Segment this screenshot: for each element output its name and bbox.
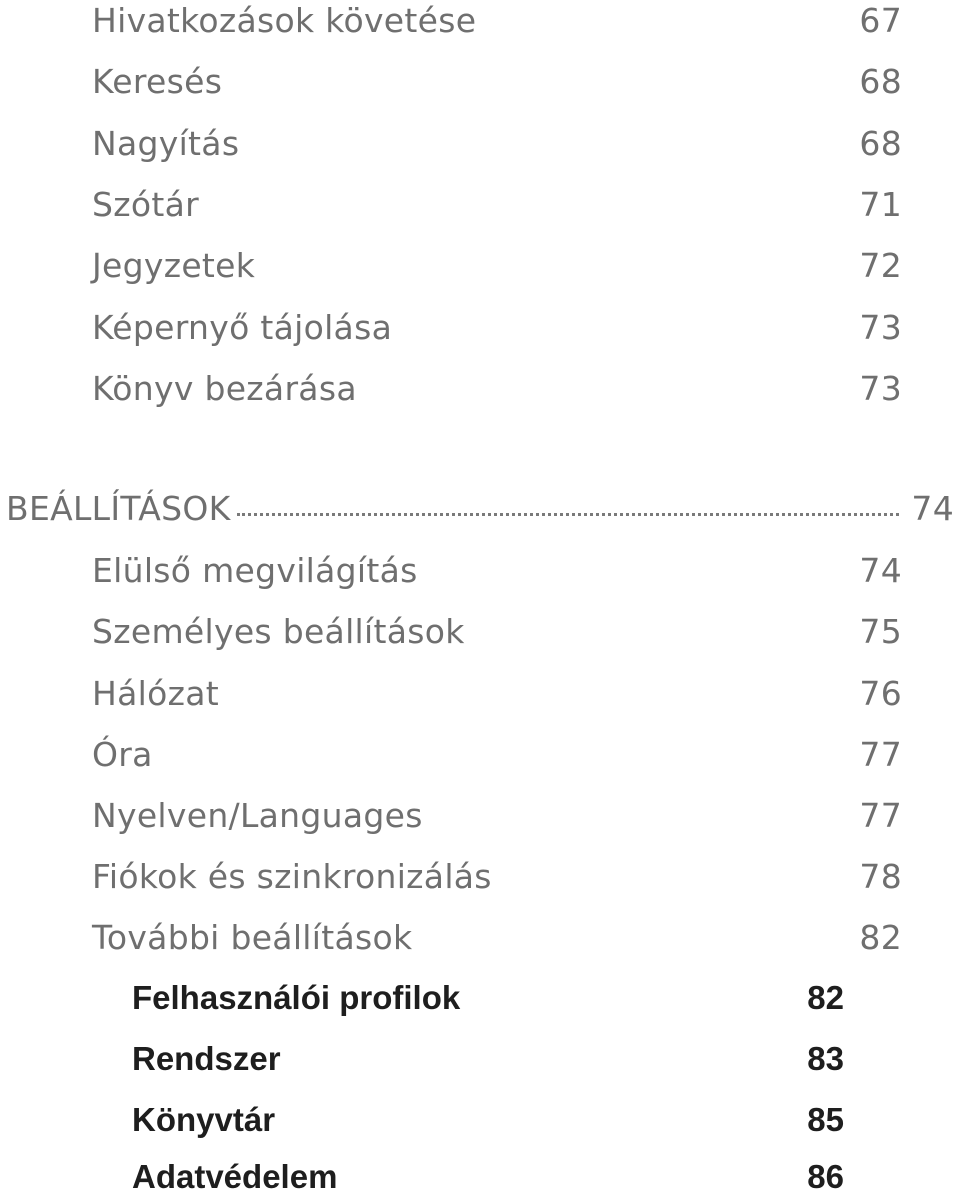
toc-entry[interactable] [92,796,902,835]
toc-entry-title: Felhasználói profilok [132,979,461,1016]
toc-subentry[interactable] [132,981,844,1014]
toc-entry-title: Személyes beállítások [92,612,465,651]
toc-entry[interactable] [92,674,902,713]
toc-entry[interactable] [92,308,902,347]
toc-entry-page: 74 [859,551,902,590]
toc-entry[interactable] [92,185,902,224]
toc-entry-page: 68 [859,124,902,163]
toc-entry[interactable] [92,1,902,40]
toc-section-heading[interactable] [6,489,954,528]
toc-entry[interactable] [92,62,902,101]
toc-entry-page: 68 [859,62,902,101]
toc-entry-title: Nagyítás [92,124,240,163]
toc-entry-title: Könyv bezárása [92,369,357,408]
toc-entry[interactable] [92,369,902,408]
toc-entry-title: Nyelven/Languages [92,796,423,835]
toc-entry[interactable] [92,735,902,774]
toc-subentry[interactable] [132,1160,844,1193]
toc-entry-page: 77 [859,735,902,774]
toc-entry[interactable] [92,918,902,957]
toc-entry-title: Adatvédelem [132,1158,338,1195]
toc-entry-title: Könyvtár [132,1101,276,1138]
toc-entry-title: Elülső megvilágítás [92,551,418,590]
toc-entry-title: Hivatkozások követése [92,1,477,40]
toc-entry-title: Rendszer [132,1040,281,1077]
toc-entry-page: 73 [859,308,902,347]
toc-entry-title: Keresés [92,62,223,101]
toc-entry-page: 76 [859,674,902,713]
toc-entry[interactable] [92,124,902,163]
toc-entry-page: 86 [807,1158,844,1195]
toc-entry-page: 75 [859,612,902,651]
toc-entry[interactable] [92,857,902,896]
toc-entry-page: 73 [859,369,902,408]
toc-entry[interactable] [92,551,902,590]
toc-entry-page: 83 [807,1040,844,1077]
dot-leader [237,513,900,516]
toc-entry-page: 67 [859,1,902,40]
toc-entry-title: Óra [92,735,153,774]
toc-entry-title: További beállítások [92,918,413,957]
toc-entry-page: 82 [807,979,844,1016]
toc-entry-title: Szótár [92,185,199,224]
toc-entry-title: Képernyő tájolása [92,308,393,347]
toc-entry-page: 78 [859,857,902,896]
toc-entry[interactable] [92,246,902,285]
toc-entry-page: 82 [859,918,902,957]
toc-section-page: 74 [911,489,954,528]
toc-section-title: BEÁLLÍTÁSOK [6,489,231,528]
toc-entry-page: 85 [807,1101,844,1138]
toc-entry[interactable] [92,612,902,651]
toc-entry-page: 77 [859,796,902,835]
toc-subentry[interactable] [132,1042,844,1075]
toc-entry-title: Fiókok és szinkronizálás [92,857,492,896]
toc-entry-title: Hálózat [92,674,219,713]
toc-entry-title: Jegyzetek [92,246,256,285]
toc-subentry[interactable] [132,1103,844,1136]
toc-entry-page: 72 [859,246,902,285]
toc-entry-page: 71 [859,185,902,224]
